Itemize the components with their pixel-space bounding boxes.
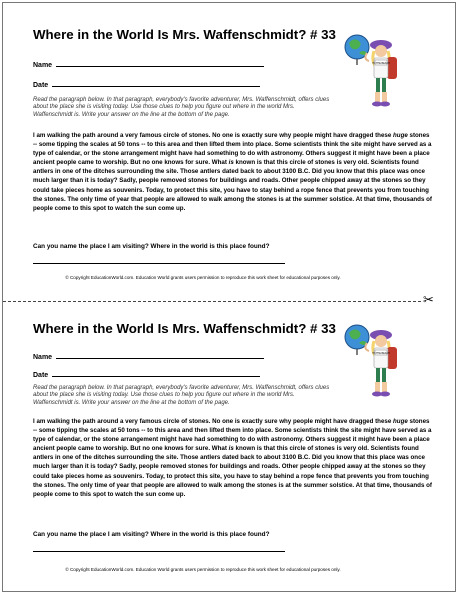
- date-line[interactable]: [52, 79, 260, 87]
- adventurer-clipart: [343, 321, 403, 401]
- svg-text:TO THE BEACH: TO THE BEACH: [372, 62, 390, 65]
- instructions: Read the paragraph below. In that paragraph, everybody's favorite adventurer, Mrs. Waffenschmidt, offers clues about the place she is visiting today. Use those clues to help you figure out where in the world Mrs. Waffenschmidt is. Write your answer on the line at the bottom of the page.: [33, 385, 330, 406]
- question: Can you name the place I am visiting? Where in the world is this place found?: [33, 243, 270, 250]
- date-field[interactable]: [33, 79, 260, 89]
- copyright-top: © Copyright EducationWorld.com. Education World grants users permission to reproduce this work sheet for educational purposes only.: [65, 275, 341, 280]
- worksheet-page: [2, 2, 456, 592]
- name-line[interactable]: [56, 59, 264, 67]
- worksheet-title: Where in the World Is Mrs. Waffenschmidt? # 33: [33, 27, 336, 42]
- copyright-bottom: © Copyright EducationWorld.com. Education World grants users permission to reproduce this work sheet for educational purposes only.: [65, 567, 341, 572]
- date-field[interactable]: [33, 369, 260, 379]
- name-field[interactable]: [33, 59, 264, 69]
- adventurer-clipart: [343, 31, 403, 111]
- worksheet-title: Where in the World Is Mrs. Waffenschmidt? # 33: [33, 321, 336, 336]
- svg-text:TO THE BEACH: TO THE BEACH: [372, 352, 390, 355]
- name-label: Name: [33, 354, 53, 361]
- worksheet-top: [33, 27, 433, 250]
- date-label: Date: [33, 82, 49, 89]
- cut-line: [3, 292, 457, 307]
- date-label: Date: [33, 372, 49, 379]
- name-field[interactable]: [33, 351, 264, 361]
- name-label: Name: [33, 62, 53, 69]
- scissors-icon: ✂: [423, 292, 434, 307]
- answer-line[interactable]: [33, 551, 285, 552]
- clue-paragraph: I am walking the path around a very famous circle of stones. No one is exactly sure why people might have dragged these huge stones -- some tipping the scales at 50 tons -- to this area and then lifted them into place. Some scientists think the site might have served as a type of calendar, or the stone arrangement might have had something to do with astronomy. Others suggest it might have been a place ancient people came to worship. But no one knows for sure. What is known is that this circle of stones is very old. Scientists found antlers in one of the ditches surrounding the site. Those antlers dated back to about 3100 B.C. Did you know that this place was once much larger than it is today? Sadly, people removed stones for buildings and roads. Other people chipped away at the stones so they could take pieces home as souvenirs. Today, to protect this site, you have to stay behind a rope fence that prevents you from touching the stones. The only time of year that people are allowed to walk among the stones is at the summer solstice. At that time, thousands of people come to this spot to watch the sun come up.: [33, 132, 432, 212]
- worksheet-bottom: [33, 321, 433, 538]
- question: Can you name the place I am visiting? Where in the world is this place found?: [33, 531, 270, 538]
- instructions: Read the paragraph below. In that paragraph, everybody's favorite adventurer, Mrs. Waffenschmidt, offers clues about the place she is visiting today. Use those clues to help you figure out where in the world Mrs. Waffenschmidt is. Write your answer on the line at the bottom of the page.: [33, 97, 330, 118]
- answer-line[interactable]: [33, 263, 285, 264]
- name-line[interactable]: [56, 351, 264, 359]
- dashed-divider: [3, 301, 421, 302]
- clue-paragraph: I am walking the path around a very famous circle of stones. No one is exactly sure why people might have dragged these huge stones -- some tipping the scales at 50 tons -- to this area and then lifted them into place. Some scientists think the site might have served as a type of calendar, or the stone arrangement might have had something to do with astronomy. Others suggest it might have been a place ancient people came to worship. But no one knows for sure. What is known is that this circle of stones is very old. Scientists found antlers in one of the ditches surrounding the site. Those antlers dated back to about 3100 B.C. Did you know that this place was once much larger than it is today? Sadly, people removed stones for buildings and roads. Other people chipped away at the stones so they could take pieces home as souvenirs. Today, to protect this site, you have to stay behind a rope fence that prevents you from touching the stones. The only time of year that people are allowed to walk among the stones is at the summer solstice. At that time, thousands of people come to this spot to watch the sun come up.: [33, 418, 432, 498]
- date-line[interactable]: [52, 369, 260, 377]
